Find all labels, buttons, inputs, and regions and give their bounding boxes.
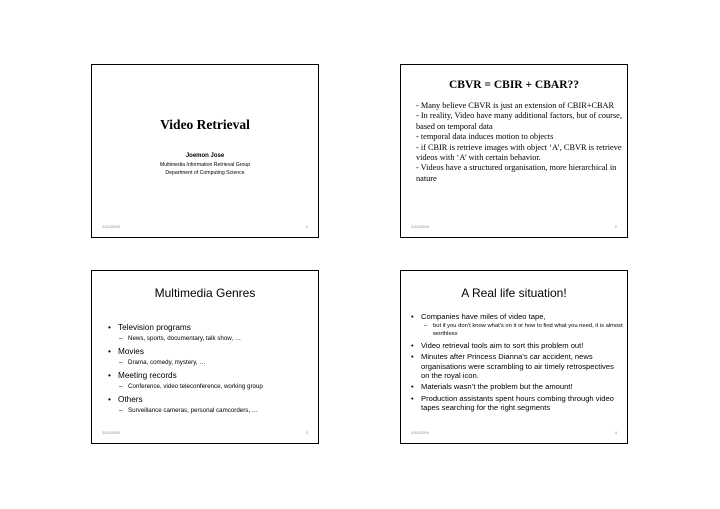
bullet-icon: •: [411, 312, 414, 321]
dash-icon: –: [119, 335, 123, 342]
slide-title: CBVR = CBIR + CBAR??: [448, 79, 580, 91]
slide-number: 2: [614, 224, 617, 229]
bullet-icon: •: [108, 371, 111, 380]
bullet-icon: •: [108, 395, 111, 404]
body-line: - temporal data induces motion to objects: [416, 132, 554, 142]
bullet-item: • Television programs: [108, 323, 191, 332]
bullet-item: • Production assistants spent hours combing through video tapes searching for the right segments: [411, 393, 614, 413]
affiliation-department: Department of Computing Science: [165, 170, 245, 176]
slide-title: A Real life situation!: [461, 286, 567, 300]
bullet-item: • Others: [108, 395, 143, 404]
bullet-item: • Video retrieval tools aim to sort this problem out!: [411, 340, 584, 350]
sub-bullet-item: – Conference, video teleconference, working group: [119, 383, 263, 390]
body-line: - In reality, Video have many additional factors, but of course, based on temporal data: [416, 111, 622, 131]
slide-number: 3: [305, 430, 308, 435]
slide-number: 4: [614, 430, 617, 435]
bullet-item: • Minutes after Princess Dianna’s car accident, news organisations were scrambling to air timely retrospectives on the royal icon.: [411, 352, 614, 381]
bullet-icon: •: [108, 347, 111, 356]
bullet-list: [108, 323, 313, 419]
slide-date: 2/10/2009: [411, 224, 429, 229]
sub-bullet-item: – but if you don’t know what’s on it or how to find what you need, it is almost worthless: [424, 323, 623, 337]
slide-date: 2/10/2009: [102, 430, 120, 435]
body-line: - Videos have a structured organisation, more hierarchical in nature: [416, 163, 617, 183]
slide-2: [400, 64, 628, 238]
bullet-icon: •: [411, 340, 414, 350]
bullet-icon: •: [411, 393, 414, 403]
bullet-icon: •: [411, 382, 414, 392]
bullet-item: • Companies have miles of video tape,: [411, 312, 546, 321]
bullet-item: • Materials wasn’t the problem but the amount!: [411, 382, 573, 392]
slide-1: [91, 64, 319, 238]
body-line: - if CBIR is retrieve images with object ‘A’, CBVR is retrieve videos with ‘A’ with certain behavior.: [416, 142, 622, 163]
sub-bullet-item: – News, sports, documentary, talk show, …: [119, 335, 242, 342]
bullet-icon: •: [108, 323, 111, 332]
dash-icon: –: [119, 407, 123, 414]
dash-icon: –: [119, 359, 123, 366]
slide-body: [416, 101, 624, 184]
slide-number: 1: [305, 224, 308, 229]
slide-3: [91, 270, 319, 444]
author-name: Joemon Jose: [185, 153, 225, 159]
slide-4: [400, 270, 628, 444]
bullet-item: • Meeting records: [108, 371, 177, 380]
dash-icon: –: [119, 383, 123, 390]
slide-title: Multimedia Genres: [154, 286, 256, 300]
sub-bullet-item: – Drama, comedy, mystery, …: [119, 359, 206, 366]
slide-title: Video Retrieval: [160, 117, 250, 132]
slide-date: 2/10/2009: [411, 430, 429, 435]
slide-date: 2/10/2009: [102, 224, 120, 229]
bullet-icon: •: [411, 352, 414, 362]
body-line: - Many believe CBVR is just an extension of CBIR+CBAR: [416, 101, 615, 110]
dash-icon: –: [424, 323, 428, 330]
affiliation-group: Multimedia Information Retrieval Group: [159, 162, 251, 168]
bullet-list: [411, 312, 623, 415]
bullet-item: • Movies: [108, 347, 144, 356]
sub-bullet-item: – Surveillance cameras, personal camcorders, …: [119, 407, 258, 414]
